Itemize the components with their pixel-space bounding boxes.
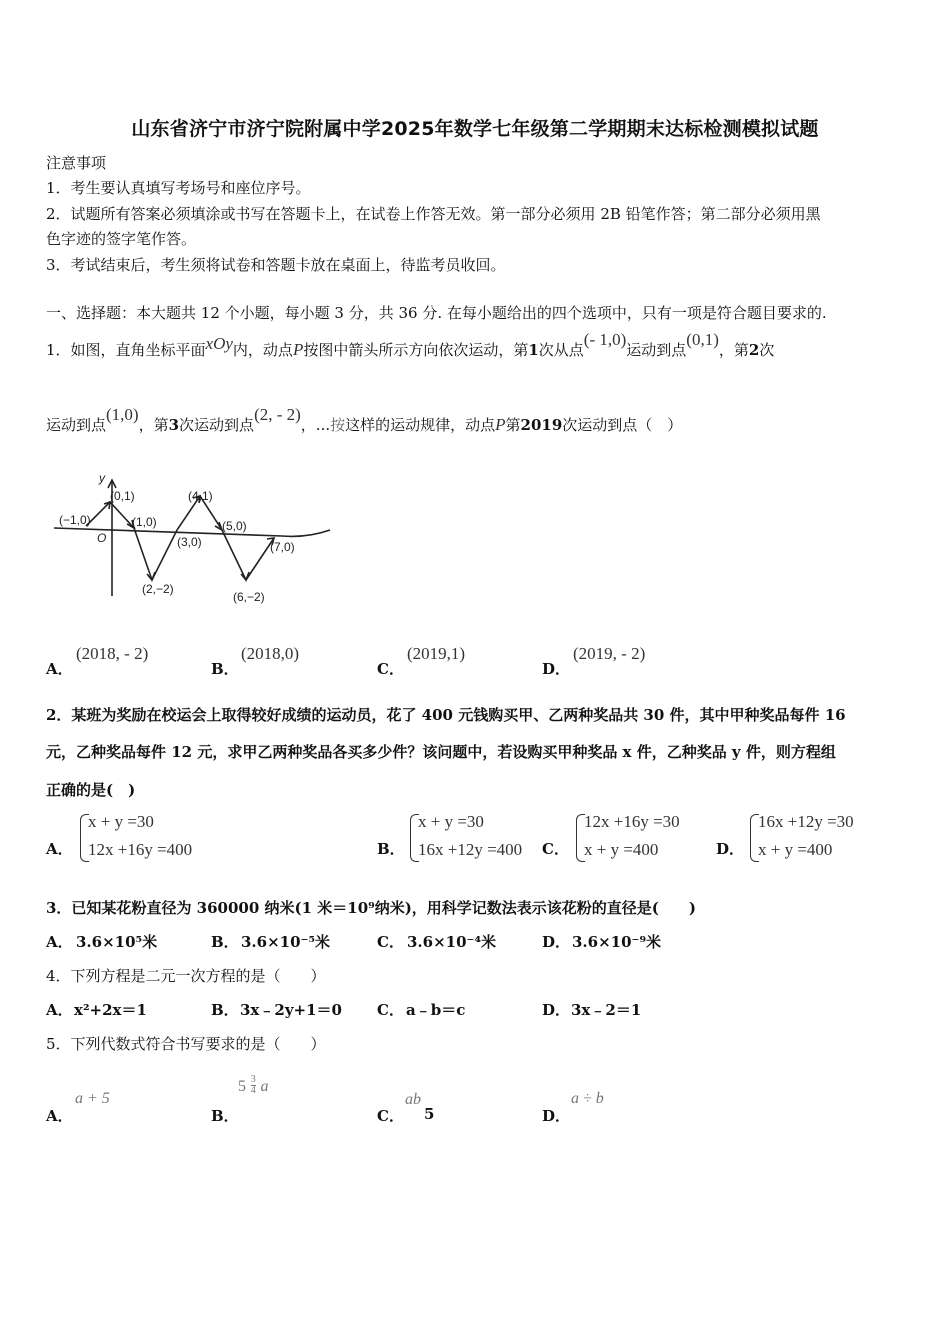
fig-label: (6,−2) xyxy=(233,590,265,604)
q2-option-a-eq2: 12x +16y =400 xyxy=(88,840,193,859)
q3-option-a: 3.6×10⁵米 xyxy=(76,933,158,951)
q1-line1 xyxy=(46,330,775,360)
q3-option-d-label: D． xyxy=(542,933,571,951)
q1-text: 1．如图，直角坐标平面 xyxy=(46,341,206,359)
notice-item-2: 2．试题所有答案必须填涂或书写在答题卡上，在试卷上作答无效。第一部分必须用 2B 铅笔作答；第二部分必须用黑 xyxy=(46,205,821,223)
q1-n4: 2019 xyxy=(520,416,563,434)
q5-option-b-label: B． xyxy=(211,1107,239,1125)
q1-text: 按图中箭头所示方向依次运动，第 xyxy=(303,341,529,359)
notice-item-3: 3．考试结束后，考生须将试卷和答题卡放在桌面上，待监考员收回。 xyxy=(46,256,506,274)
q3-stem: 3．已知某花粉直径为 360000 纳米(1 米＝10⁹纳米)，用科学记数法表示该花粉的直径是( ) xyxy=(46,899,696,917)
q2-line2: 元，乙种奖品每件 12 元，求甲乙两种奖品各买多少件？该问题中，若设购买甲种奖品 x 件，乙种奖品 y 件，则方程组 xyxy=(46,743,836,761)
q2-option-a-eq1: x + y =30 xyxy=(88,812,154,831)
q1-option-c-label: C． xyxy=(377,660,404,678)
q1-option-a: (2018, - 2) xyxy=(76,644,149,663)
fig-label: (7,0) xyxy=(270,540,295,554)
q5-option-a: a + 5 xyxy=(75,1090,110,1107)
notice-item-2-cont: 色字迹的签字笔作答。 xyxy=(46,230,197,248)
q3-option-c: 3.6×10⁻⁴米 xyxy=(407,933,497,951)
q1-text: 内，动点 xyxy=(232,341,293,359)
q4-option-a: x²+2x＝1 xyxy=(74,1001,147,1019)
q1-text: 次运动到点（ ） xyxy=(562,416,683,434)
fig-label: (0,1) xyxy=(110,489,135,503)
q1-option-a-label: A． xyxy=(46,660,73,678)
q1-option-b-label: B． xyxy=(211,660,239,678)
q5-b-whole: 5 xyxy=(238,1077,246,1095)
q5-option-c: ab xyxy=(405,1091,421,1108)
notice-item-1: 1．考生要认真填写考场号和座位序号。 xyxy=(46,179,311,197)
q2-option-a-label: A． xyxy=(46,840,73,858)
q5-option-d: a ÷ b xyxy=(571,1090,604,1107)
q1-text: 这样的运动规律，动点 xyxy=(345,416,496,434)
q4-option-c: a﹣b＝c xyxy=(406,1001,466,1019)
q3-option-b: 3.6×10⁻⁵米 xyxy=(241,933,331,951)
fig-label: (4,1) xyxy=(188,489,213,503)
fig-label: (3,0) xyxy=(177,535,202,549)
q1-text: 次从点 xyxy=(538,341,584,359)
q1-line2 xyxy=(46,405,683,435)
q1-n1: 1 xyxy=(528,341,539,359)
q1-text: 次 xyxy=(759,341,775,359)
q1-text: ，第 xyxy=(718,341,749,359)
q2-option-d-eq1: 16x +12y =30 xyxy=(758,812,854,831)
q2-line3: 正确的是( ) xyxy=(46,781,136,799)
q1-p: P xyxy=(292,340,304,359)
q2-option-b-eq2: 16x +12y =400 xyxy=(418,840,523,859)
q1-n2: 2 xyxy=(748,341,760,359)
fig-label: (1,0) xyxy=(132,515,157,529)
q1-point-4: (2, - 2) xyxy=(254,405,301,424)
q2-option-c-label: C． xyxy=(542,840,569,858)
q5-option-b xyxy=(238,1075,269,1096)
q5-b-fraction xyxy=(251,1075,256,1096)
q1-option-c: (2019,1) xyxy=(407,644,466,663)
fig-label: (−1,0) xyxy=(59,513,91,527)
q3-option-d: 3.6×10⁻⁹米 xyxy=(572,933,662,951)
q5-b-numerator: 3 xyxy=(250,1074,256,1085)
fig-origin-label: O xyxy=(97,531,107,545)
q1-text: 次运动到点 xyxy=(179,416,255,434)
q5-option-c-label: C． xyxy=(377,1107,404,1125)
q1-text: ，第 xyxy=(138,416,169,434)
q1-text: 运动到点 xyxy=(626,341,687,359)
page-title: 山东省济宁市济宁院附属中学2025年数学七年级第二学期期末达标检测模拟试题 xyxy=(131,118,819,140)
q1-point-1: (- 1,0) xyxy=(583,330,627,349)
q1-coordinate-figure xyxy=(52,462,337,612)
section-heading: 一、选择题：本大题共 12 个小题，每小题 3 分，共 36 分. 在每小题给出的四个选项中，只有一项是符合题目要求的. xyxy=(46,304,827,322)
q1-xoy: xOy xyxy=(205,334,233,353)
q4-option-a-label: A． xyxy=(46,1001,73,1019)
q4-option-d-label: D． xyxy=(542,1001,571,1019)
q1-option-b: (2018,0) xyxy=(241,644,300,663)
q2-line1: 2．某班为奖励在校运会上取得较好成绩的运动员，花了 400 元钱购买甲、乙两种奖品共 30 件，其中甲种奖品每件 16 xyxy=(46,706,846,724)
fig-y-label: y xyxy=(99,471,105,485)
q2-option-b-eq1: x + y =30 xyxy=(418,812,484,831)
q1-n3: 3 xyxy=(168,416,180,434)
q2-option-b-label: B． xyxy=(377,840,405,858)
q3-option-a-label: A． xyxy=(46,933,73,951)
q5-b-denominator: 4 xyxy=(250,1085,256,1096)
notice-heading: 注意事项 xyxy=(46,154,107,172)
q4-option-c-label: C． xyxy=(377,1001,404,1019)
q1-option-d-label: D． xyxy=(542,660,571,678)
q1-p: P xyxy=(495,415,506,434)
q1-text-handwritten: 按 xyxy=(330,416,346,434)
fig-label: (2,−2) xyxy=(142,582,174,596)
q4-option-b: 3x﹣2y+1＝0 xyxy=(240,1001,342,1019)
q3-option-c-label: C． xyxy=(377,933,404,951)
q2-option-d-eq2: x + y =400 xyxy=(758,840,833,859)
q1-text: ，... xyxy=(300,416,331,434)
q5-option-a-label: A． xyxy=(46,1107,73,1125)
q5-b-var: a xyxy=(260,1077,269,1095)
q2-option-c-eq2: x + y =400 xyxy=(584,840,659,859)
q1-text: 运动到点 xyxy=(46,416,107,434)
q1-text: 第 xyxy=(505,416,521,434)
q4-option-b-label: B． xyxy=(211,1001,239,1019)
q3-option-b-label: B． xyxy=(211,933,239,951)
q1-option-d: (2019, - 2) xyxy=(573,644,646,663)
q4-stem: 4．下列方程是二元一次方程的是（ ） xyxy=(46,967,326,985)
q2-option-c-eq1: 12x +16y =30 xyxy=(584,812,680,831)
q4-option-d: 3x﹣2＝1 xyxy=(571,1001,642,1019)
q1-point-3: (1,0) xyxy=(106,405,139,424)
q5-option-d-label: D． xyxy=(542,1107,571,1125)
q2-option-d-label: D． xyxy=(716,840,745,858)
fig-label: (5,0) xyxy=(222,519,247,533)
q5-stem: 5．下列代数式符合书写要求的是（ ） xyxy=(46,1035,326,1053)
q1-point-2: (0,1) xyxy=(686,330,719,349)
q5-option-c-suffix: 5 xyxy=(424,1105,435,1123)
